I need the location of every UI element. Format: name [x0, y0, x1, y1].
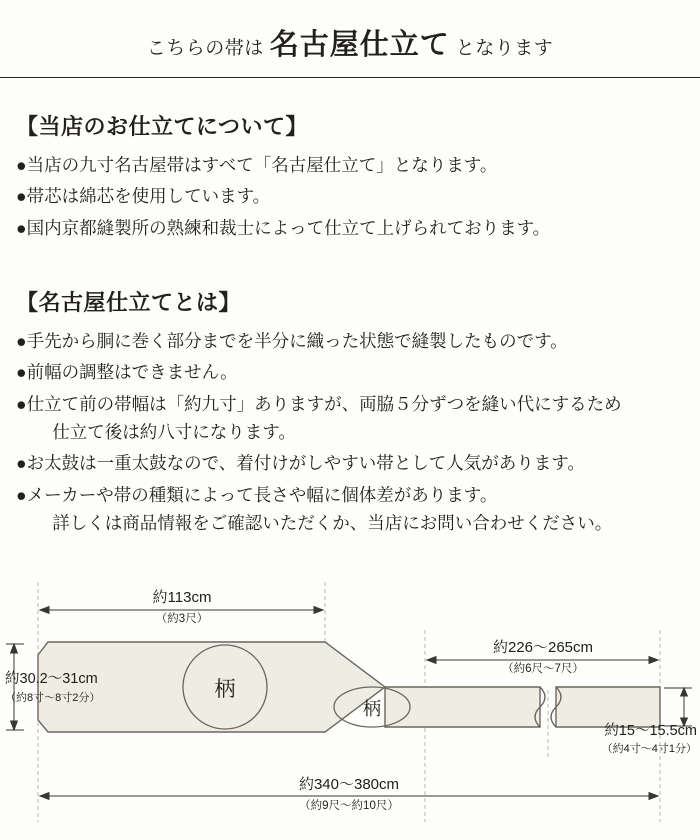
list-item-text: ●仕立て前の帯幅は「約九寸」ありますが、両脇５分ずつを縫い代にするため	[16, 393, 622, 414]
list-item	[16, 358, 684, 386]
list-item	[16, 449, 684, 477]
header-prefix: こちらの帯は	[146, 38, 264, 59]
list-item-text: ●前幅の調整はできません。	[16, 362, 238, 383]
header-emphasis: 名古屋仕立て	[269, 29, 450, 61]
list-item-text: ●お太鼓は一重太鼓なので、着付けがしやすい帯として人気があります。	[16, 453, 585, 474]
header-suffix: となります	[455, 38, 554, 59]
dim-right-length-cm: 約226〜265cm	[492, 639, 594, 656]
list-item-text: ●当店の九寸名古屋帯はすべて「名古屋仕立て」となります。	[16, 155, 498, 175]
dim-top-length-cm: 約113cm	[152, 589, 212, 606]
list-item-text: ●帯芯は綿芯を使用しています。	[16, 186, 271, 207]
dim-top-length-shaku: （約3尺）	[155, 613, 209, 625]
list-item-text: ●メーカーや帯の種類によって長さや幅に個体差があります。	[16, 484, 498, 505]
bullet-list-store-tailoring	[16, 151, 684, 242]
dim-right-length-shaku: （約6尺〜7尺）	[502, 663, 584, 675]
dim-right-width-cm: 約15〜15.5cm	[604, 723, 697, 739]
dim-total-length-shaku: （約9尺〜約10尺）	[299, 800, 399, 812]
list-item	[16, 214, 684, 242]
list-item	[16, 182, 684, 210]
obi-dimension-diagram	[0, 560, 700, 840]
page-header	[0, 0, 700, 78]
list-item	[16, 481, 684, 538]
content-body	[0, 78, 700, 537]
pattern-label-small: 柄	[363, 699, 381, 719]
list-item-continuation: 詳しくは商品情報をご確認いただくか、当店にお問い合わせください。	[52, 513, 613, 534]
dim-right-width-sun: （約4寸〜4寸1分）	[601, 743, 697, 755]
list-item	[16, 327, 684, 355]
dim-left-width-sun: （約8寸〜8寸2分）	[5, 692, 101, 704]
list-item-text: ●手先から胴に巻く部分までを半分に織った状態で縫製したものです。	[16, 331, 568, 352]
list-item-text: ●国内京都縫製所の熟練和裁士によって仕立て上げられております。	[16, 217, 551, 238]
dim-left-width-cm: 約30.2〜31cm	[5, 671, 98, 687]
bullet-list-nagoya-tailoring	[16, 327, 684, 537]
list-item	[16, 151, 684, 179]
list-item-continuation: 仕立て後は約八寸になります。	[52, 422, 296, 443]
list-item	[16, 390, 684, 447]
header-title-line	[147, 22, 554, 63]
section-title-store-tailoring: 【当店のお仕立てについて】	[16, 114, 309, 139]
pattern-label-large: 柄	[214, 677, 236, 701]
dim-total-length-cm: 約340〜380cm	[298, 776, 400, 793]
section-title-nagoya-tailoring: 【名古屋仕立てとは】	[16, 290, 242, 316]
